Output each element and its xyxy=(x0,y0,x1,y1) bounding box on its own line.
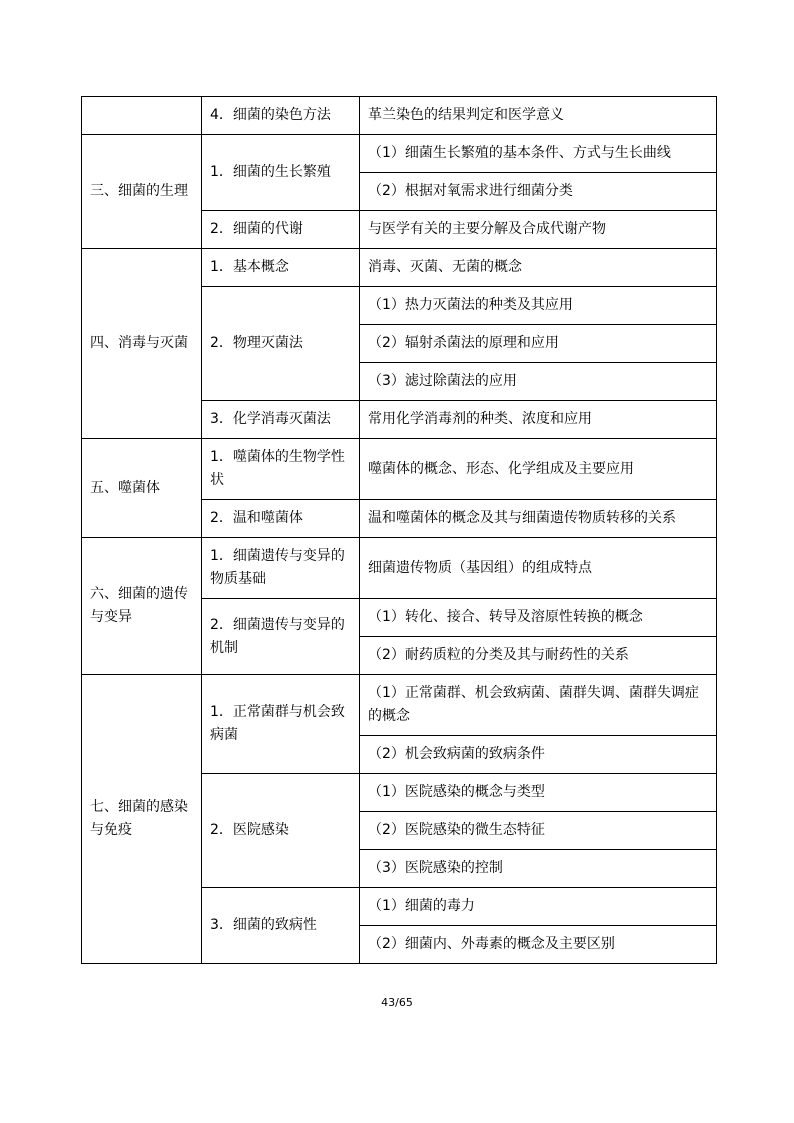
topic-cell: 2．温和噬菌体 xyxy=(202,500,360,538)
syllabus-table xyxy=(81,96,717,964)
point-cell: （1）转化、接合、转导及溶原性转换的概念 xyxy=(360,599,717,637)
topic-cell: 3．化学消毒灭菌法 xyxy=(202,401,360,439)
topic-cell: 2．物理灭菌法 xyxy=(202,287,360,401)
point-cell: （1）热力灭菌法的种类及其应用 xyxy=(360,287,717,325)
point-cell: （1）医院感染的概念与类型 xyxy=(360,774,717,812)
chapter-cell: 五、噬菌体 xyxy=(82,439,202,538)
table-row xyxy=(82,538,717,599)
table-row xyxy=(82,439,717,500)
table-row xyxy=(82,97,717,135)
topic-cell: 1．细菌的生长繁殖 xyxy=(202,135,360,211)
topic-cell: 1．正常菌群与机会致病菌 xyxy=(202,675,360,774)
topic-cell: 3．细菌的致病性 xyxy=(202,888,360,964)
point-cell: （2）辐射杀菌法的原理和应用 xyxy=(360,325,717,363)
table-row xyxy=(82,135,717,173)
topic-cell: 2．细菌的代谢 xyxy=(202,211,360,249)
point-cell: 温和噬菌体的概念及其与细菌遗传物质转移的关系 xyxy=(360,500,717,538)
table-row xyxy=(82,249,717,287)
point-cell: 革兰染色的结果判定和医学意义 xyxy=(360,97,717,135)
point-cell: （1）细菌的毒力 xyxy=(360,888,717,926)
point-cell: （2）耐药质粒的分类及其与耐药性的关系 xyxy=(360,637,717,675)
point-cell: （2）细菌内、外毒素的概念及主要区别 xyxy=(360,926,717,964)
point-cell: （2）机会致病菌的致病条件 xyxy=(360,736,717,774)
topic-cell: 1．基本概念 xyxy=(202,249,360,287)
point-cell: 常用化学消毒剂的种类、浓度和应用 xyxy=(360,401,717,439)
point-cell: 细菌遗传物质（基因组）的组成特点 xyxy=(360,538,717,599)
topic-cell: 2．细菌遗传与变异的机制 xyxy=(202,599,360,675)
chapter-cell: 三、细菌的生理 xyxy=(82,135,202,249)
topic-cell: 1．噬菌体的生物学性状 xyxy=(202,439,360,500)
point-cell: （3）医院感染的控制 xyxy=(360,850,717,888)
chapter-cell: 六、细菌的遗传与变异 xyxy=(82,538,202,675)
point-cell: （2）医院感染的微生态特征 xyxy=(360,812,717,850)
topic-cell: 4．细菌的染色方法 xyxy=(202,97,360,135)
point-cell: （3）滤过除菌法的应用 xyxy=(360,363,717,401)
point-cell: 噬菌体的概念、形态、化学组成及主要应用 xyxy=(360,439,717,500)
page-number: 43/65 xyxy=(381,996,413,1009)
point-cell: （2）根据对氧需求进行细菌分类 xyxy=(360,173,717,211)
chapter-cell xyxy=(82,97,202,135)
table-row xyxy=(82,675,717,736)
point-cell: 消毒、灭菌、无菌的概念 xyxy=(360,249,717,287)
point-cell: （1）细菌生长繁殖的基本条件、方式与生长曲线 xyxy=(360,135,717,173)
point-cell: 与医学有关的主要分解及合成代谢产物 xyxy=(360,211,717,249)
point-cell: （1）正常菌群、机会致病菌、菌群失调、菌群失调症的概念 xyxy=(360,675,717,736)
chapter-cell: 四、消毒与灭菌 xyxy=(82,249,202,439)
chapter-cell: 七、细菌的感染与免疫 xyxy=(82,675,202,964)
topic-cell: 2．医院感染 xyxy=(202,774,360,888)
topic-cell: 1．细菌遗传与变异的物质基础 xyxy=(202,538,360,599)
